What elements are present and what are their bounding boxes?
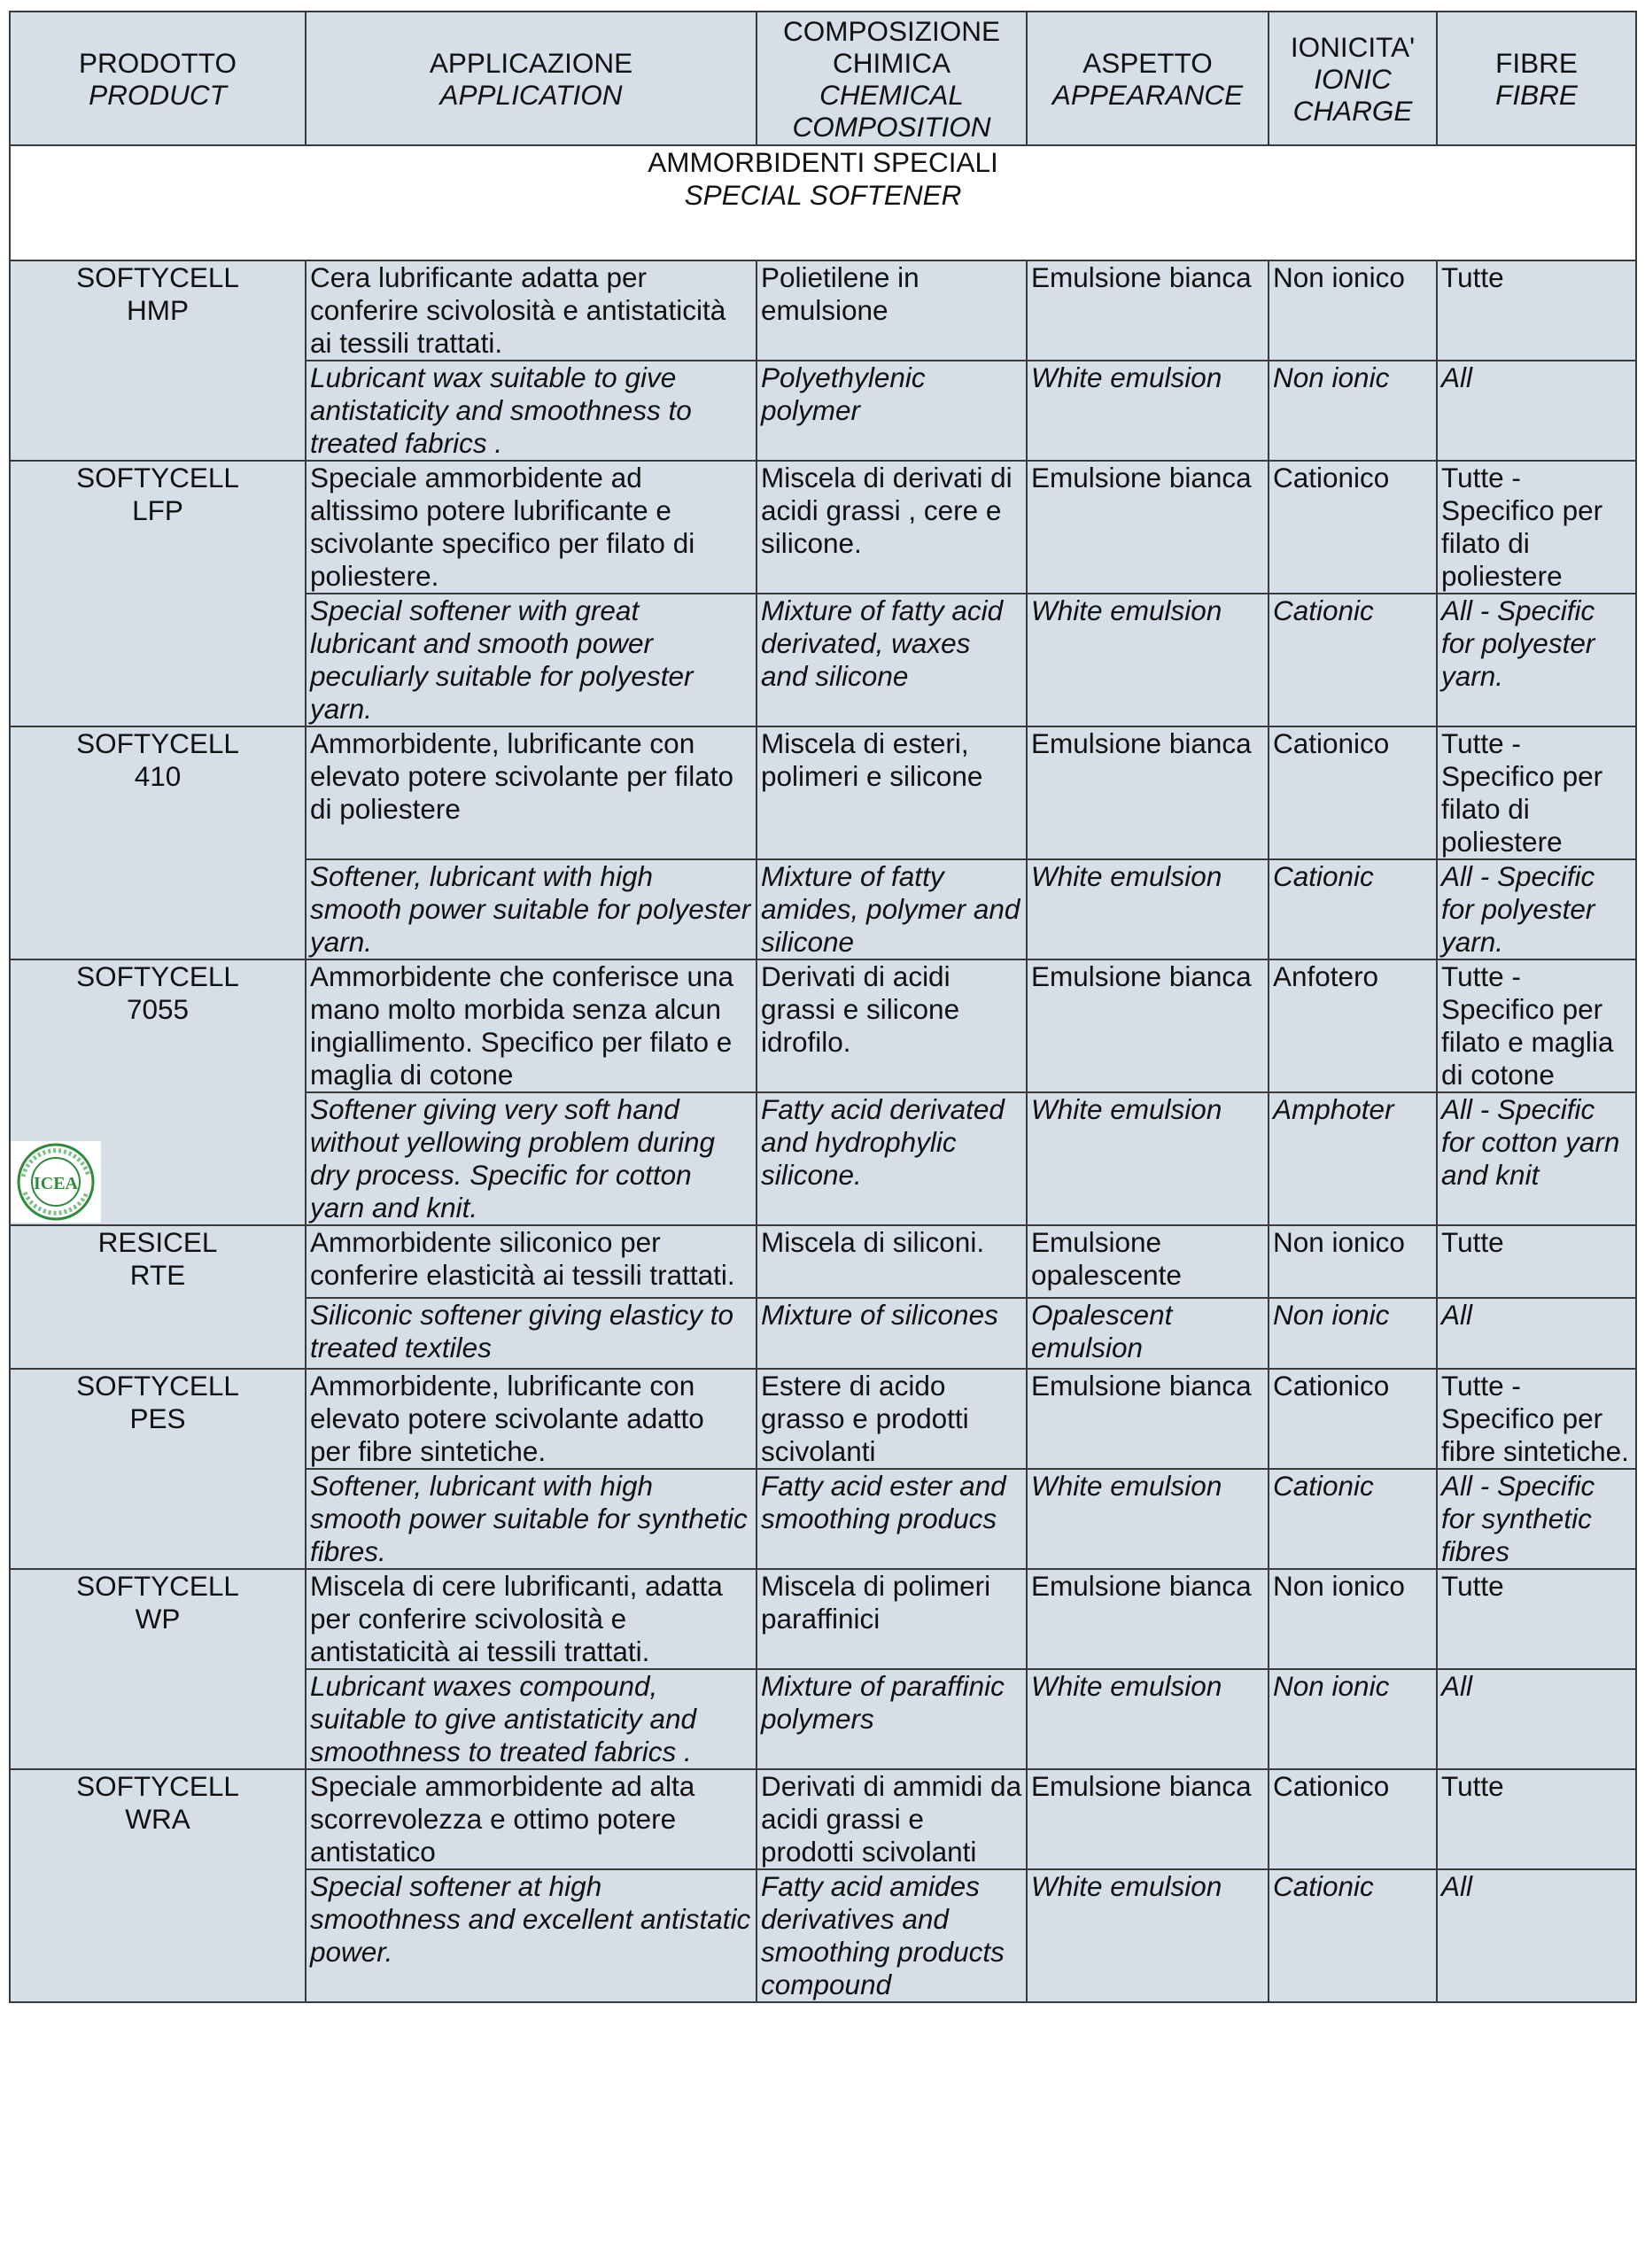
- appearance-it: Emulsione bianca: [1027, 461, 1269, 594]
- product-table: [9, 11, 1637, 2003]
- application-it: Ammorbidente siliconico per conferire elasticità ai tessili trattati.: [306, 1225, 757, 1298]
- composition-it: Miscela di siliconi.: [757, 1225, 1027, 1298]
- ionic-en: Amphoter: [1269, 1092, 1437, 1225]
- application-it: Ammorbidente che conferisce una mano molto morbida senza alcun ingiallimento. Specifico per filato e maglia di cotone: [306, 959, 757, 1092]
- fibre-it: Tutte - Specifico per fibre sintetiche.: [1437, 1369, 1636, 1469]
- product-name-line: SOFTYCELL: [76, 1770, 239, 1802]
- application-en: Special softener at high smoothness and excellent antistatic power.: [306, 1869, 757, 2002]
- table-row: [10, 959, 1636, 1092]
- product-name: [10, 461, 306, 726]
- product-name-line: 410: [134, 760, 182, 792]
- application-en: Softener, lubricant with high smooth power suitable for synthetic fibres.: [306, 1469, 757, 1569]
- product-name-line: WP: [135, 1603, 181, 1635]
- composition-en: Fatty acid amides derivatives and smoothing products compound: [757, 1869, 1027, 2002]
- product-name-line: RESICEL: [97, 1226, 218, 1258]
- ionic-en: Cationic: [1269, 859, 1437, 959]
- composition-it: Miscela di derivati di acidi grassi , cere e silicone.: [757, 461, 1027, 594]
- product-name-line: SOFTYCELL: [76, 261, 239, 293]
- product-name-line: SOFTYCELL: [76, 960, 239, 992]
- application-it: Ammorbidente, lubrificante con elevato potere scivolante adatto per fibre sintetiche.: [306, 1369, 757, 1469]
- fibre-it: Tutte: [1437, 1225, 1636, 1298]
- application-en: Lubricant waxes compound, suitable to give antistaticity and smoothness to treated fabrics .: [306, 1669, 757, 1769]
- composition-en: Mixture of paraffinic polymers: [757, 1669, 1027, 1769]
- appearance-it: Emulsione bianca: [1027, 726, 1269, 859]
- product-name: [10, 1569, 306, 1769]
- appearance-en: White emulsion: [1027, 1092, 1269, 1225]
- appearance-en: White emulsion: [1027, 1669, 1269, 1769]
- table-row: [10, 461, 1636, 594]
- ionic-en: Cationic: [1269, 1469, 1437, 1569]
- product-name-line: RTE: [129, 1259, 186, 1291]
- table-row: [10, 1225, 1636, 1298]
- section-title: AMMORBIDENTI SPECIALI SPECIAL SOFTENER: [10, 145, 1636, 260]
- appearance-en: Opalescent emulsion: [1027, 1298, 1269, 1369]
- appearance-it: Emulsione opalescente: [1027, 1225, 1269, 1298]
- product-name: [10, 959, 306, 1225]
- product-name: [10, 1369, 306, 1569]
- application-it: Ammorbidente, lubrificante con elevato potere scivolante per filato di poliestere: [306, 726, 757, 859]
- fibre-en: All: [1437, 1298, 1636, 1369]
- ionic-en: Non ionic: [1269, 1298, 1437, 1369]
- fibre-en: All: [1437, 1869, 1636, 2002]
- appearance-it: Emulsione bianca: [1027, 959, 1269, 1092]
- appearance-en: White emulsion: [1027, 361, 1269, 461]
- appearance-it: Emulsione bianca: [1027, 1569, 1269, 1669]
- fibre-en: All - Specific for polyester yarn.: [1437, 594, 1636, 726]
- appearance-en: White emulsion: [1027, 594, 1269, 726]
- appearance-en: White emulsion: [1027, 1869, 1269, 2002]
- icea-logo-icon: [11, 1141, 101, 1223]
- fibre-en: All - Specific for polyester yarn.: [1437, 859, 1636, 959]
- appearance-en: White emulsion: [1027, 859, 1269, 959]
- composition-it: Miscela di polimeri paraffinici: [757, 1569, 1027, 1669]
- ionic-it: Non ionico: [1269, 1569, 1437, 1669]
- section-row: [10, 145, 1636, 260]
- fibre-en: All - Specific for synthetic fibres: [1437, 1469, 1636, 1569]
- table-row: [10, 1769, 1636, 1869]
- composition-it: Miscela di esteri, polimeri e silicone: [757, 726, 1027, 859]
- composition-it: Polietilene in emulsione: [757, 260, 1027, 361]
- application-en: Softener, lubricant with high smooth power suitable for polyester yarn.: [306, 859, 757, 959]
- application-it: Cera lubrificante adatta per conferire scivolosità e antistaticità ai tessili trattati.: [306, 260, 757, 361]
- composition-en: Mixture of silicones: [757, 1298, 1027, 1369]
- fibre-it: Tutte: [1437, 1569, 1636, 1669]
- ionic-en: Cationic: [1269, 1869, 1437, 2002]
- composition-it: Estere di acido grasso e prodotti scivolanti: [757, 1369, 1027, 1469]
- product-name: [10, 260, 306, 461]
- product-name: [10, 1225, 306, 1369]
- product-name-line: SOFTYCELL: [76, 727, 239, 759]
- ionic-en: Non ionic: [1269, 361, 1437, 461]
- appearance-it: Emulsione bianca: [1027, 1369, 1269, 1469]
- ionic-it: Non ionico: [1269, 1225, 1437, 1298]
- ionic-en: Non ionic: [1269, 1669, 1437, 1769]
- application-it: Speciale ammorbidente ad altissimo potere lubrificante e scivolante specifico per filato di poliestere.: [306, 461, 757, 594]
- logo-text: ICEA: [33, 1174, 79, 1193]
- fibre-it: Tutte: [1437, 1769, 1636, 1869]
- table-row: [10, 260, 1636, 361]
- header-composition: COMPOSIZIONE CHIMICA CHEMICAL COMPOSITION: [757, 12, 1027, 145]
- product-name: [10, 726, 306, 959]
- fibre-en: All: [1437, 1669, 1636, 1769]
- table-row: [10, 1569, 1636, 1669]
- composition-en: Mixture of fatty acid derivated, waxes and silicone: [757, 594, 1027, 726]
- product-name-line: LFP: [132, 494, 183, 526]
- table-row: [10, 726, 1636, 859]
- ionic-it: Cationico: [1269, 461, 1437, 594]
- fibre-en: All - Specific for cotton yarn and knit: [1437, 1092, 1636, 1225]
- ionic-it: Anfotero: [1269, 959, 1437, 1092]
- application-it: Miscela di cere lubrificanti, adatta per conferire scivolosità e antistaticità ai tessili trattati.: [306, 1569, 757, 1669]
- ionic-it: Cationico: [1269, 1369, 1437, 1469]
- header-ionic-charge: IONICITA' IONIC CHARGE: [1269, 12, 1437, 145]
- header-appearance: ASPETTO APPEARANCE: [1027, 12, 1269, 145]
- product-name-line: WRA: [125, 1803, 190, 1835]
- appearance-it: Emulsione bianca: [1027, 260, 1269, 361]
- application-en: Special softener with great lubricant and smooth power peculiarly suitable for polyester yarn.: [306, 594, 757, 726]
- product-name: [10, 1769, 306, 2002]
- header-application: APPLICAZIONE APPLICATION: [306, 12, 757, 145]
- header-fibre: FIBRE FIBRE: [1437, 12, 1636, 145]
- application-en: Siliconic softener giving elasticy to treated textiles: [306, 1298, 757, 1369]
- fibre-it: Tutte: [1437, 260, 1636, 361]
- header-row: [10, 12, 1636, 145]
- table-body: [10, 145, 1636, 2002]
- table-row: [10, 1369, 1636, 1469]
- fibre-it: Tutte - Specifico per filato e maglia di cotone: [1437, 959, 1636, 1092]
- product-name-line: HMP: [127, 294, 189, 326]
- composition-en: Mixture of fatty amides, polymer and silicone: [757, 859, 1027, 959]
- ionic-en: Cationic: [1269, 594, 1437, 726]
- product-name-line: PES: [129, 1402, 186, 1434]
- product-name-line: SOFTYCELL: [76, 1370, 239, 1402]
- composition-it: Derivati di ammidi da acidi grassi e prodotti scivolanti: [757, 1769, 1027, 1869]
- appearance-en: White emulsion: [1027, 1469, 1269, 1569]
- application-en: Lubricant wax suitable to give antistaticity and smoothness to treated fabrics .: [306, 361, 757, 461]
- fibre-en: All: [1437, 361, 1636, 461]
- ionic-it: Non ionico: [1269, 260, 1437, 361]
- ionic-it: Cationico: [1269, 1769, 1437, 1869]
- application-it: Speciale ammorbidente ad alta scorrevolezza e ottimo potere antistatico: [306, 1769, 757, 1869]
- ionic-it: Cationico: [1269, 726, 1437, 859]
- product-name-line: SOFTYCELL: [76, 1570, 239, 1602]
- application-en: Softener giving very soft hand without yellowing problem during dry process. Specific for cotton yarn and knit.: [306, 1092, 757, 1225]
- composition-en: Fatty acid ester and smoothing producs: [757, 1469, 1027, 1569]
- composition-it: Derivati di acidi grassi e silicone idrofilo.: [757, 959, 1027, 1092]
- fibre-it: Tutte - Specifico per filato di poliestere: [1437, 461, 1636, 594]
- composition-en: Polyethylenic polymer: [757, 361, 1027, 461]
- icea-certification-logo: [11, 1141, 101, 1223]
- header-product: PRODOTTO PRODUCT: [10, 12, 306, 145]
- product-name-line: SOFTYCELL: [76, 462, 239, 493]
- composition-en: Fatty acid derivated and hydrophylic silicone.: [757, 1092, 1027, 1225]
- appearance-it: Emulsione bianca: [1027, 1769, 1269, 1869]
- product-name-line: 7055: [126, 993, 190, 1025]
- fibre-it: Tutte - Specifico per filato di poliestere: [1437, 726, 1636, 859]
